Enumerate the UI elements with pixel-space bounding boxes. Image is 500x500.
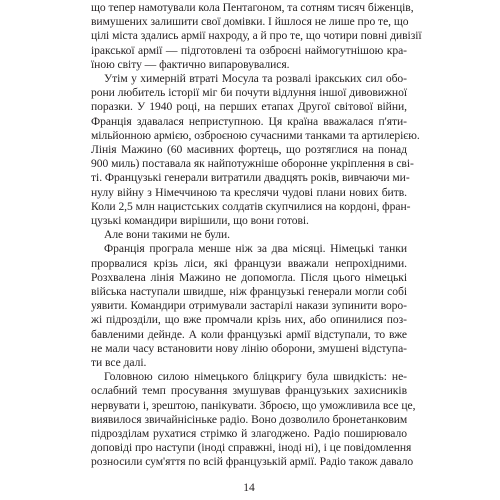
text-line: Лінія Мажино (60 масивних фортець, що розтяглися на понад [91, 143, 407, 156]
text-line: Утім у химерній втраті Мосула та розвалі іракських сил обо- [104, 72, 407, 85]
text-line: розносили сум'яття по всій французькій армії. Радіо також давало [91, 455, 414, 469]
text-line: бавленими дейнде. А коли французькі армії відступали, то вже [91, 327, 407, 341]
text-line: прорвалися крізь ліси, які французи вважали непрохідними. [91, 256, 407, 270]
text-line: цілі міста здались армії нахроду, а й про те, що чотири повні дивізії [91, 29, 422, 43]
text-line: їною світу — фактично випаровувалися. [91, 57, 290, 71]
text-line: доповіді про наступи (іноді справжні, іноді ні), і це повідомлення [91, 441, 412, 455]
text-line: 900 миль) поставала як найпотужніше оборонне укріплення в сві- [91, 157, 414, 171]
book-page [91, 0, 422, 500]
text-line: рони любитель історії міг би почути відлуння іншої дивовижної [91, 86, 407, 100]
text-line: жі підрозділи, що вже промчали крізь них, або опинилися поз- [91, 313, 407, 327]
page-number: 14 [243, 481, 255, 494]
text-line: Але вони такими не були. [104, 228, 231, 242]
text-line: не мали часу встановити нову лінію оборони, змушені відступа- [91, 341, 407, 355]
text-line: вимушених залишити свої домівки. І йшлося не лише про те, що [91, 15, 409, 29]
text-line: поразки. У 1940 році, на перших етапах Другої світової війни, [91, 100, 407, 114]
text-line: ослабний темп просування змушував французьких захисників [91, 384, 407, 398]
text-line: ті. Французькі генерали витратили двадцять років, вивчаючи ми- [91, 171, 410, 185]
text-line: ти все далі. [91, 356, 147, 369]
text-line: іракської армії — підготовлені та озброєні наймогутнішою кра- [91, 43, 407, 57]
text-line: Франція програла менше ніж за два місяці. Німецькі танки [104, 242, 407, 256]
text-line: виявилося звичайнісіньке радіо. Воно дозволило бронетанковим [91, 412, 408, 426]
text-line: Франція здавалася неприступною. Ця країна вважалася п'яти- [91, 114, 407, 128]
text-line: війська наступали швидше, ніж французькі генерали могли собі [91, 285, 407, 298]
text-line: уявити. Командири отримували застарілі накази зупинити воро- [91, 299, 407, 313]
text-line: мільйонною армією, озброєною сучасними танками та артилерією. [91, 128, 420, 142]
text-line: підрозділам рухатися стрімко й злагоджено. Радіо поширювало [91, 427, 407, 440]
text-line: Коли 2,5 млн нацистських солдатів скупчилися на кордоні, фран- [91, 199, 411, 213]
text-line: Розхвалена лінія Мажино не допомогла. Після цього німецькі [91, 270, 407, 284]
text-line: що тепер намотували кола Пентагоном, та сотням тисяч біженців, [91, 1, 414, 14]
text-line: нервувати і, зрештою, панікувати. Зброєю, що уможливила все це, [91, 398, 416, 412]
text-line: нулу війну з Німеччиною та креслячи чудові плани нових битв. [91, 185, 407, 199]
text-line: цузькі командири вирішили, що вони готові. [91, 214, 309, 227]
text-line: Головною силою німецького бліцкригу була швидкість: не- [104, 370, 407, 384]
